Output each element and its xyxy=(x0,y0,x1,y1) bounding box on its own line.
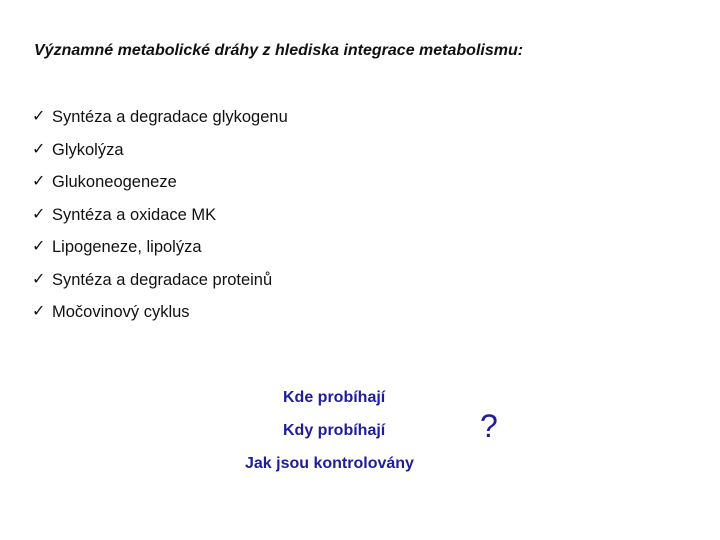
list-item-label: Syntéza a degradace glykogenu xyxy=(52,108,288,126)
slide-title: Významné metabolické dráhy z hlediska integrace metabolismu: xyxy=(34,42,524,59)
check-icon: ✓ xyxy=(32,270,46,288)
list-item-label: Syntéza a oxidace MK xyxy=(52,205,217,224)
list-item xyxy=(32,204,288,237)
check-icon: ✓ xyxy=(32,238,46,255)
pathway-list xyxy=(32,106,288,334)
list-item xyxy=(32,106,288,139)
list-item xyxy=(32,236,288,269)
check-icon: ✓ xyxy=(32,108,46,125)
check-icon: ✓ xyxy=(32,303,46,320)
list-item xyxy=(32,139,288,172)
list-item-label: Syntéza a degradace proteinů xyxy=(52,270,273,289)
list-item xyxy=(32,301,288,334)
list-item xyxy=(32,171,288,204)
question-mark: ? xyxy=(480,408,498,444)
list-item-label: Močovinový cyklus xyxy=(52,303,190,321)
list-item-label: Lipogeneze, lipolýza xyxy=(52,238,202,256)
list-item xyxy=(32,269,288,302)
check-icon: ✓ xyxy=(32,205,46,223)
check-icon: ✓ xyxy=(32,140,46,158)
check-icon: ✓ xyxy=(32,173,46,190)
question-when: Kdy probíhají xyxy=(283,422,386,439)
question-where: Kde probíhají xyxy=(283,389,386,406)
question-how: Jak jsou kontrolovány xyxy=(245,455,414,472)
list-item-label: Glykolýza xyxy=(52,140,124,159)
list-item-label: Glukoneogeneze xyxy=(52,173,177,191)
